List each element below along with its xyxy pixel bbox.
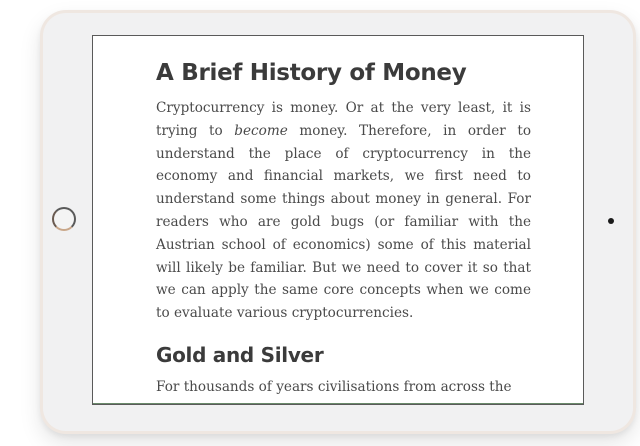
screen-bottom-edge (93, 403, 583, 404)
emphasized-word: become (234, 122, 288, 139)
paragraph-text-start: Cryptocurrency is money. Or at the very least, it is trying to (156, 100, 531, 139)
article-content (156, 58, 531, 399)
section-paragraph: For thousands of years civilisations from across the (156, 378, 512, 395)
paragraph-text-end: money. Therefore, in order to understand the place of cryptocurrency in the economy and financial markets, we first need to understand some things about money in general. For readers who are gold bugs (or familiar with the Austrian school of economics) some of this material will likely be familiar. But we need to cover it so that we can apply the same core concepts when we come to evaluate various cryptocurrencies. (156, 122, 532, 322)
tablet-screen (92, 35, 584, 405)
home-button[interactable] (52, 207, 76, 231)
front-camera (608, 218, 614, 224)
article-title: A Brief History of Money (156, 60, 467, 86)
article-paragraph (156, 97, 531, 325)
section-heading: Gold and Silver (156, 342, 324, 367)
